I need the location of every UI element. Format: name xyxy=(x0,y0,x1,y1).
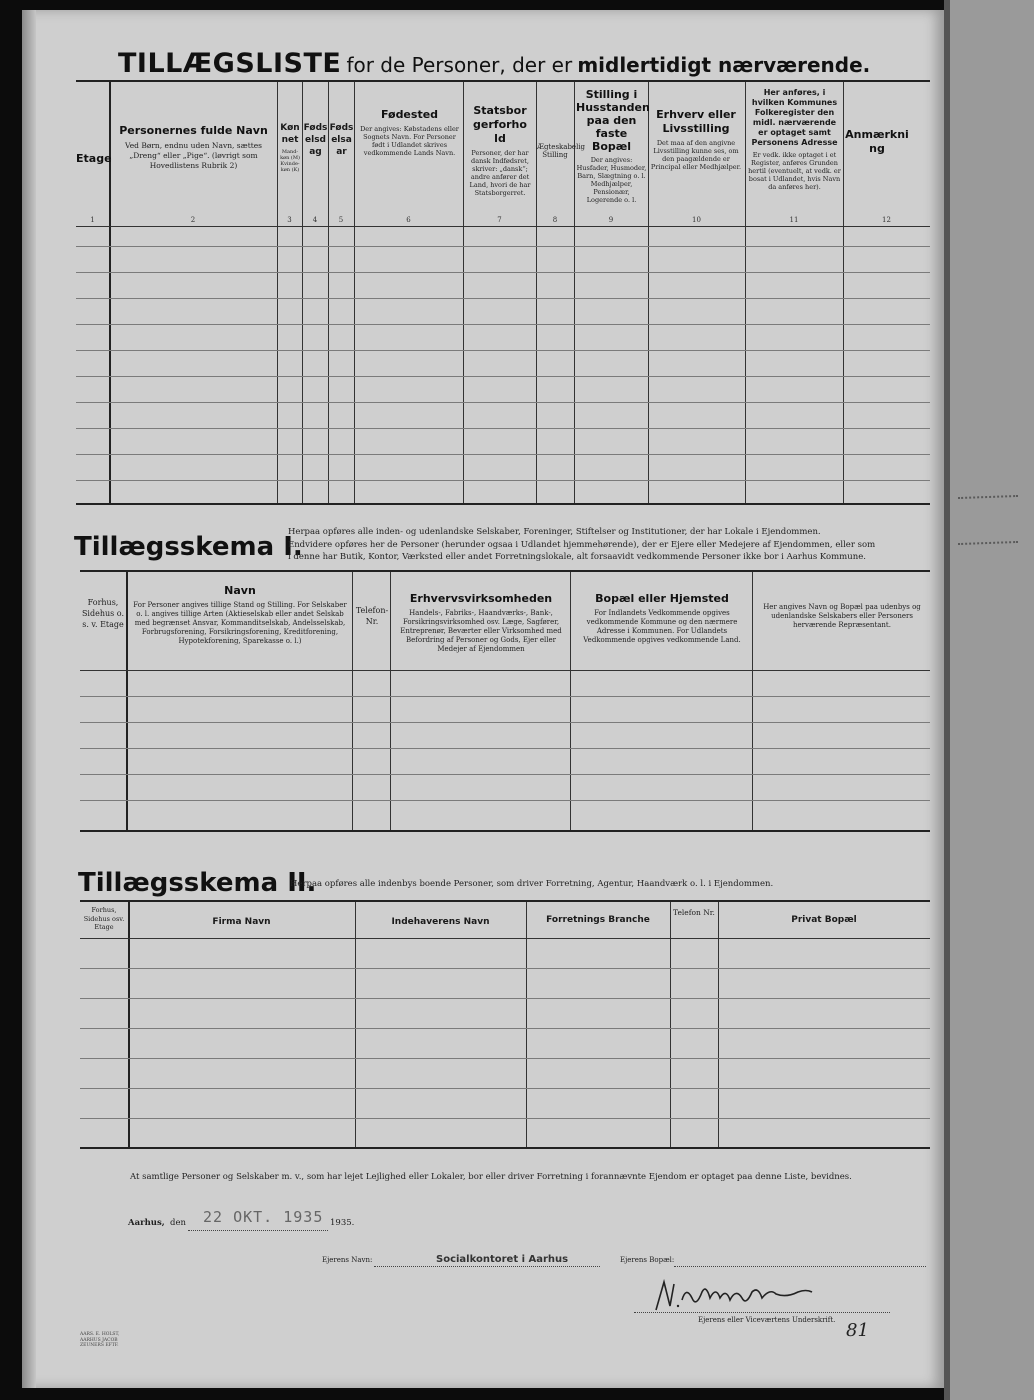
row-rule xyxy=(80,1088,930,1089)
owner-name-stamp: Socialkontoret i Aarhus xyxy=(436,1254,569,1265)
title-main: TILLÆGSLISTE xyxy=(118,48,342,79)
signature-label: Ejerens eller Viceværtens Underskrift. xyxy=(698,1316,836,1324)
col-header-representative: Her angives Navn og Bopæl paa udenbys og udenlandske Selskabers eller Personers herværende Repræsentant. xyxy=(763,603,921,629)
row-rule xyxy=(80,696,930,697)
title-rest-bold: midlertidigt nærværende. xyxy=(577,53,871,77)
col-number: 2 xyxy=(190,216,196,224)
col-number: 4 xyxy=(312,216,318,224)
row-rule xyxy=(80,1118,930,1119)
row-rule xyxy=(76,298,930,299)
page-mark: 81 xyxy=(846,1320,869,1341)
row-rule xyxy=(80,748,930,749)
col-header-household: Stilling i Husstanden paa den faste Bopæl Der angives: Husfader, Husmoder, Barn, Slægtning o. l. Medhjælper, Pensionær, Logerende o. l. xyxy=(576,88,650,204)
form-page xyxy=(22,10,944,1388)
col-header-marital: Ægteskabelig Stilling xyxy=(537,143,586,159)
schema1-description: Herpaa opføres alle inden- og udenlandske Selskaber, Foreninger, Stiftelser og Institutioner, der har Lokale i Ejendommen. Endvidere opføres her de Personer (herunder ogsaa i Udlandet hjemmehørende), der er Ejere eller Medejere af Ejendommen, eller som i denne har Butik, Kontor, Værksted eller andet Forretningslokale, alt forsaavidt vedkommende Personer ikke bor i Aarhus Kommune. xyxy=(288,527,876,562)
col-number: 3 xyxy=(287,216,292,224)
row-rule xyxy=(76,480,930,481)
col-number: 5 xyxy=(338,216,344,224)
row-rule xyxy=(80,998,930,999)
row-rule xyxy=(76,402,930,403)
declaration-text: At samtlige Personer og Selskaber m. v., som har lejet Lejlighed eller Lokaler, bor eller driver Forretning i forannævnte Ejendom er optaget paa denne Liste, bevidnes. xyxy=(130,1172,852,1182)
col-header-birthday: Fødselsdag xyxy=(303,123,328,157)
row-rule xyxy=(80,1028,930,1029)
col-divider xyxy=(745,82,746,503)
col-number: 6 xyxy=(406,216,411,224)
col-header-name: Personernes fulde Navn Ved Børn, endnu uden Navn, sættes „Dreng“ eller „Pige“. (løvrigt som Hovedlistens Rubrik 2) xyxy=(119,124,268,170)
col-header-register: Her anføres, i hvilken Kommunes Folkeregister den midl. nærværende er optaget samt Personens Adresse Er vedk. ikke optaget i et Register, anføres Grunden hertil (eventuelt, at vedk. er bosat i Udlandet, hvis Navn da anføres her). xyxy=(748,88,841,191)
page-spine xyxy=(22,10,36,1388)
row-rule xyxy=(80,968,930,969)
row-rule xyxy=(80,800,930,801)
owner-address-label: Ejerens Bopæl: xyxy=(620,1256,675,1264)
row-rule xyxy=(80,774,930,775)
schema1-title: Tillægsskema I. xyxy=(74,532,303,562)
col-number: 11 xyxy=(789,216,799,224)
year-label: 1935. xyxy=(330,1218,355,1228)
form-title xyxy=(118,48,870,79)
col-header-private-address: Privat Bopæl xyxy=(791,915,857,925)
schema2-table xyxy=(80,900,930,1149)
col-header-gender: Kønnet Mand-køn (M) Kvinde-køn (K) xyxy=(280,123,300,173)
col-divider xyxy=(109,82,111,503)
col-divider xyxy=(352,572,353,830)
col-divider xyxy=(463,82,464,503)
row-rule xyxy=(80,1058,930,1059)
col-divider xyxy=(752,572,753,830)
row-rule xyxy=(76,454,930,455)
col-number: 12 xyxy=(882,216,891,224)
col-header-citizenship: Statsborgerforhold Personer, der har dansk Indfødsret, skriver: „dansk“; andre anfører det Land, hvori de har Statsborgerret. xyxy=(469,104,531,197)
owner-address-line xyxy=(674,1266,926,1267)
date-line xyxy=(188,1230,328,1231)
signature xyxy=(642,1276,882,1316)
owner-name-label: Ejerens Navn: xyxy=(322,1256,373,1264)
col-divider xyxy=(390,572,391,830)
col-divider xyxy=(843,82,844,503)
col-header-phone: Telefon-Nr. xyxy=(355,606,389,626)
row-rule xyxy=(76,376,930,377)
printer-imprint: AARS. E. HOLST, AARHUS JACOB ZEUNERS EFTF. xyxy=(80,1332,120,1348)
col-number: 1 xyxy=(90,216,95,224)
col-header-birthplace: Fødested Der angives: Købstadens eller Sognets Navn. For Personer født i Udlandet skrives vedkommende Lands Navn. xyxy=(360,108,459,157)
row-rule xyxy=(76,246,930,247)
col-header-branch: Forretnings Branche xyxy=(546,915,650,925)
header-rule xyxy=(80,670,930,671)
adjacent-page xyxy=(944,0,1034,1400)
date-label: den xyxy=(170,1218,186,1228)
row-rule xyxy=(76,350,930,351)
schema1-table xyxy=(80,570,930,832)
title-rest: for de Personer, der er xyxy=(346,53,573,77)
row-rule xyxy=(76,272,930,273)
schema2-title: Tillægsskema II. xyxy=(78,868,317,898)
col-header-floor: Forhus, Sidehus osv. Etage xyxy=(83,906,125,931)
row-rule xyxy=(76,428,930,429)
row-rule xyxy=(76,324,930,325)
col-header-floor: Forhus, Sidehus o. s. v. Etage xyxy=(81,598,125,629)
col-header-occupation: Erhverv eller Livsstilling Det maa af den angivne Livsstilling kunne ses, om den paagældende er Principal eller Medhjælper. xyxy=(650,108,742,171)
col-number: 9 xyxy=(608,216,614,224)
adjacent-page-mark xyxy=(958,533,1018,545)
col-header-residence: Bopæl eller Hjemsted For Indlandets Vedkommende opgives vedkommende Kommune og den nærmere Adresse i Kommunen. For Udlandets Vedkommende opgives vedkommende Land. xyxy=(583,592,741,644)
col-header-name: Navn For Personer angives tillige Stand og Stilling. For Selskaber o. l. angives tillige Arten (Aktieselskab eller andet Selskab med begrænset Ansvar, Kommanditselskab, Andelsselskab, Forbrugsforening, Forsikringsforening, Kreditforening, Hypotekforening, Sparekasse o. l.) xyxy=(133,584,347,645)
col-number: 10 xyxy=(692,216,701,224)
owner-name-line xyxy=(374,1266,600,1267)
col-header-etage: Etage xyxy=(76,152,112,165)
col-header-owner: Indehaverens Navn xyxy=(391,917,490,927)
place-label: Aarhus, xyxy=(128,1218,165,1228)
adjacent-page-mark xyxy=(958,487,1018,499)
date-stamp: 22 OKT. 1935 xyxy=(203,1208,324,1226)
schema2-description: Herpaa opføres alle indenbys boende Personer, som driver Forretning, Agentur, Haandværk o. l. i Ejendommen. xyxy=(290,879,774,889)
adjacent-page-edge xyxy=(944,0,950,1400)
header-rule xyxy=(80,938,930,939)
col-number: 8 xyxy=(552,216,558,224)
col-header-birthyear: Fødselsaar xyxy=(329,123,354,157)
col-header-business: Erhvervsvirksomheden Handels-, Fabriks-, Haandværks-, Bank-, Forsikringsvirksomhed osv. Læge, Sagfører, Entreprenør, Beværter eller Virksomhed med Befordring af Personer og Gods, Ejer eller Medejer af Ejendommen xyxy=(400,592,562,653)
col-number: 7 xyxy=(497,216,502,224)
signature-line xyxy=(634,1312,890,1313)
col-header-phone: Telefon Nr. xyxy=(673,908,715,917)
row-rule xyxy=(80,722,930,723)
main-table xyxy=(76,80,930,505)
col-divider xyxy=(354,82,355,503)
header-rule xyxy=(76,226,930,227)
col-header-remarks: Anmærkning xyxy=(845,128,909,155)
col-divider xyxy=(126,572,128,830)
col-header-firm: Firma Navn xyxy=(212,917,271,927)
col-divider xyxy=(570,572,571,830)
